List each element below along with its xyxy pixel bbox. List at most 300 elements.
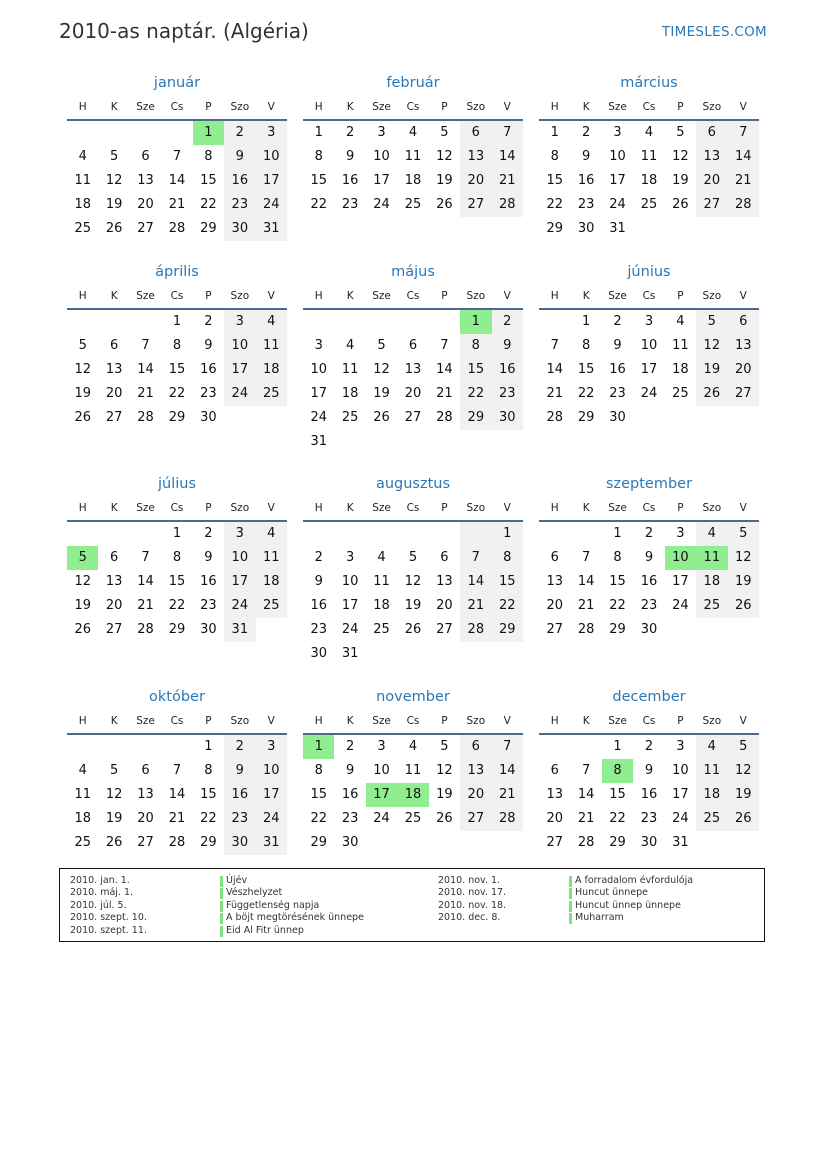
day-cell: 8 bbox=[460, 334, 491, 358]
day-cell: 23 bbox=[200, 386, 217, 401]
weekday-label: H bbox=[550, 715, 559, 727]
day-cell: 4 bbox=[256, 522, 287, 546]
day-cell: 16 bbox=[224, 169, 255, 193]
day-cell: 15 bbox=[168, 362, 186, 377]
day-cell: 25 bbox=[256, 594, 287, 618]
empty-cell bbox=[696, 217, 727, 241]
day-cell: 1 bbox=[303, 735, 334, 759]
weekday-label: P bbox=[441, 502, 448, 514]
weekday-label: Sze bbox=[136, 290, 155, 302]
day-cell: 25 bbox=[404, 811, 422, 826]
day-cell: 3 bbox=[676, 739, 685, 754]
day-cell: 23 bbox=[492, 382, 523, 406]
day-cell: 28 bbox=[137, 622, 154, 637]
day-cell: 28 bbox=[492, 807, 523, 831]
weekday-label: V bbox=[739, 502, 747, 514]
empty-cell bbox=[539, 735, 570, 759]
day-cell: 15 bbox=[609, 574, 626, 589]
day-cell: 29 bbox=[609, 835, 626, 850]
day-cell: 20 bbox=[404, 386, 422, 401]
day-grid bbox=[539, 310, 759, 430]
weekday-label: H bbox=[314, 502, 323, 514]
day-cell: 9 bbox=[224, 759, 255, 783]
day-grid bbox=[539, 735, 759, 855]
day-cell: 13 bbox=[460, 145, 491, 169]
day-cell: 2 bbox=[345, 739, 355, 754]
day-cell: 25 bbox=[74, 835, 91, 850]
day-cell: 22 bbox=[609, 811, 626, 826]
weekday-label: V bbox=[739, 290, 747, 302]
legend-holiday-name: Újév bbox=[220, 875, 364, 887]
day-cell: 4 bbox=[345, 338, 355, 353]
day-cell: 1 bbox=[172, 526, 182, 541]
day-cell: 24 bbox=[672, 811, 689, 826]
weekday-label: V bbox=[503, 502, 511, 514]
month-calendar bbox=[303, 71, 523, 217]
day-cell: 5 bbox=[676, 125, 685, 140]
day-cell: 1 bbox=[492, 522, 523, 546]
weekday-label: K bbox=[110, 502, 118, 514]
day-cell: 26 bbox=[696, 382, 727, 406]
day-cell: 9 bbox=[644, 763, 654, 778]
day-cell: 17 bbox=[366, 783, 397, 807]
day-cell: 22 bbox=[168, 386, 186, 401]
day-cell: 25 bbox=[696, 807, 727, 831]
day-cell: 7 bbox=[460, 546, 491, 570]
empty-cell bbox=[429, 642, 460, 666]
day-cell: 13 bbox=[105, 574, 123, 589]
weekday-label: Cs bbox=[642, 101, 656, 113]
day-cell: 22 bbox=[168, 598, 186, 613]
day-cell: 30 bbox=[224, 831, 255, 855]
day-cell: 28 bbox=[460, 618, 491, 642]
empty-cell bbox=[429, 310, 460, 334]
empty-cell bbox=[492, 831, 523, 855]
empty-cell bbox=[67, 735, 98, 759]
day-cell: 29 bbox=[577, 410, 595, 425]
empty-cell bbox=[98, 121, 129, 145]
weekday-header bbox=[67, 496, 287, 520]
weekday-label: P bbox=[677, 101, 684, 113]
weekday-label: Szo bbox=[702, 502, 722, 514]
month-name: december bbox=[612, 689, 686, 705]
day-cell: 20 bbox=[137, 811, 154, 826]
day-cell: 13 bbox=[137, 173, 154, 188]
day-cell: 24 bbox=[373, 811, 390, 826]
day-cell: 27 bbox=[546, 622, 563, 637]
day-cell: 26 bbox=[105, 835, 123, 850]
day-cell: 15 bbox=[609, 787, 626, 802]
day-cell: 10 bbox=[672, 763, 689, 778]
day-cell: 31 bbox=[256, 217, 287, 241]
day-cell: 23 bbox=[609, 386, 626, 401]
weekday-header bbox=[539, 284, 759, 308]
month-name: április bbox=[155, 264, 199, 280]
day-cell: 18 bbox=[74, 811, 91, 826]
day-cell: 29 bbox=[609, 622, 626, 637]
day-cell: 3 bbox=[644, 314, 654, 329]
day-cell: 21 bbox=[577, 811, 595, 826]
day-cell: 3 bbox=[613, 125, 622, 140]
weekday-label: H bbox=[314, 101, 323, 113]
day-cell: 19 bbox=[373, 386, 390, 401]
day-cell: 12 bbox=[436, 763, 453, 778]
day-cell: 28 bbox=[577, 622, 595, 637]
day-cell: 13 bbox=[436, 574, 453, 589]
empty-cell bbox=[696, 618, 727, 642]
day-cell: 10 bbox=[224, 546, 255, 570]
day-cell: 25 bbox=[672, 386, 689, 401]
weekday-label: V bbox=[503, 290, 511, 302]
weekday-label: Cs bbox=[170, 715, 184, 727]
day-cell: 5 bbox=[728, 735, 759, 759]
day-cell: 11 bbox=[404, 149, 422, 164]
weekday-label: H bbox=[78, 502, 87, 514]
day-cell: 11 bbox=[404, 763, 422, 778]
empty-cell bbox=[256, 618, 287, 642]
empty-cell bbox=[130, 735, 161, 759]
month-calendar bbox=[539, 260, 759, 430]
weekday-label: V bbox=[267, 715, 275, 727]
day-cell: 12 bbox=[373, 362, 390, 377]
day-cell: 18 bbox=[696, 570, 727, 594]
empty-cell bbox=[397, 430, 428, 454]
day-cell: 20 bbox=[696, 169, 727, 193]
day-cell: 8 bbox=[204, 149, 213, 164]
day-cell: 2 bbox=[613, 314, 622, 329]
day-cell: 8 bbox=[172, 550, 182, 565]
day-cell: 9 bbox=[224, 145, 255, 169]
day-cell: 27 bbox=[137, 221, 154, 236]
day-grid bbox=[303, 522, 523, 666]
empty-cell bbox=[728, 831, 759, 855]
day-cell: 8 bbox=[550, 149, 559, 164]
day-cell: 31 bbox=[672, 835, 689, 850]
day-cell: 17 bbox=[672, 574, 689, 589]
day-cell: 28 bbox=[577, 835, 595, 850]
day-cell: 3 bbox=[256, 121, 287, 145]
day-cell: 22 bbox=[310, 197, 327, 212]
day-cell: 7 bbox=[550, 338, 559, 353]
day-cell: 14 bbox=[137, 574, 154, 589]
weekday-label: Szo bbox=[230, 502, 250, 514]
day-cell: 9 bbox=[204, 338, 213, 353]
day-cell: 11 bbox=[696, 546, 727, 570]
month-name: január bbox=[153, 75, 201, 91]
legend-names-left bbox=[220, 875, 364, 937]
day-cell: 2 bbox=[204, 526, 213, 541]
day-cell: 22 bbox=[200, 197, 217, 212]
day-grid bbox=[539, 522, 759, 642]
empty-cell bbox=[633, 406, 664, 430]
weekday-label: P bbox=[677, 715, 684, 727]
day-cell: 2 bbox=[345, 125, 355, 140]
day-cell: 12 bbox=[74, 362, 91, 377]
day-cell: 24 bbox=[256, 807, 287, 831]
day-cell: 17 bbox=[256, 169, 287, 193]
day-cell: 27 bbox=[696, 193, 727, 217]
day-cell: 14 bbox=[492, 145, 523, 169]
day-cell: 23 bbox=[341, 811, 359, 826]
day-cell: 27 bbox=[105, 410, 123, 425]
weekday-label: K bbox=[346, 290, 354, 302]
day-cell: 1 bbox=[550, 125, 559, 140]
day-cell: 7 bbox=[141, 338, 150, 353]
weekday-label: K bbox=[346, 101, 354, 113]
month-name: augusztus bbox=[375, 476, 451, 492]
day-cell: 9 bbox=[492, 334, 523, 358]
day-grid bbox=[67, 310, 287, 430]
legend-date: 2010. dec. 8. bbox=[438, 912, 501, 924]
day-cell: 20 bbox=[436, 598, 453, 613]
day-cell: 16 bbox=[310, 598, 327, 613]
day-cell: 23 bbox=[200, 598, 217, 613]
day-cell: 25 bbox=[696, 594, 727, 618]
day-cell: 5 bbox=[440, 125, 449, 140]
empty-cell bbox=[397, 310, 428, 334]
legend-holiday-name: Függetlenség napja bbox=[220, 900, 364, 912]
day-cell: 30 bbox=[640, 622, 658, 637]
day-cell: 20 bbox=[105, 386, 123, 401]
day-cell: 10 bbox=[256, 759, 287, 783]
weekday-label: Sze bbox=[608, 502, 627, 514]
day-cell: 6 bbox=[460, 735, 491, 759]
day-cell: 6 bbox=[109, 338, 119, 353]
weekday-label: Szo bbox=[702, 101, 722, 113]
day-cell: 6 bbox=[728, 310, 759, 334]
day-cell: 1 bbox=[613, 526, 622, 541]
day-cell: 20 bbox=[546, 598, 563, 613]
day-cell: 21 bbox=[436, 386, 453, 401]
day-cell: 27 bbox=[460, 807, 491, 831]
empty-cell bbox=[334, 310, 365, 334]
day-cell: 25 bbox=[640, 197, 658, 212]
day-cell: 2 bbox=[644, 739, 654, 754]
weekday-label: K bbox=[110, 101, 118, 113]
empty-cell bbox=[161, 121, 192, 145]
month-name: június bbox=[627, 264, 671, 280]
weekday-label: Sze bbox=[372, 715, 391, 727]
day-grid bbox=[67, 522, 287, 642]
legend-holiday-name: Huncut ünnep ünnepe bbox=[569, 900, 693, 912]
legend-holiday-name: Eid Al Fitr ünnep bbox=[220, 925, 364, 937]
day-cell: 19 bbox=[105, 197, 123, 212]
day-cell: 8 bbox=[314, 149, 323, 164]
empty-cell bbox=[303, 522, 334, 546]
day-cell: 11 bbox=[74, 173, 91, 188]
day-cell: 27 bbox=[137, 835, 154, 850]
weekday-header bbox=[67, 709, 287, 733]
day-cell: 19 bbox=[436, 173, 453, 188]
day-cell: 21 bbox=[460, 594, 491, 618]
day-cell: 26 bbox=[436, 197, 453, 212]
day-cell: 26 bbox=[373, 410, 390, 425]
legend-holiday-name: Huncut ünnepe bbox=[569, 887, 693, 899]
day-cell: 10 bbox=[256, 145, 287, 169]
day-cell: 6 bbox=[696, 121, 727, 145]
day-cell: 4 bbox=[377, 550, 386, 565]
weekday-header bbox=[539, 95, 759, 119]
empty-cell bbox=[67, 121, 98, 145]
weekday-label: V bbox=[503, 101, 511, 113]
day-cell: 16 bbox=[609, 362, 626, 377]
day-cell: 8 bbox=[613, 550, 622, 565]
empty-cell bbox=[539, 310, 570, 334]
day-cell: 2 bbox=[224, 121, 255, 145]
day-cell: 2 bbox=[204, 314, 213, 329]
day-cell: 2 bbox=[581, 125, 591, 140]
day-cell: 5 bbox=[377, 338, 386, 353]
day-cell: 18 bbox=[672, 362, 689, 377]
day-cell: 30 bbox=[310, 646, 327, 661]
day-cell: 14 bbox=[577, 574, 595, 589]
weekday-label: Szo bbox=[466, 715, 486, 727]
day-cell: 20 bbox=[137, 197, 154, 212]
day-cell: 25 bbox=[373, 622, 390, 637]
weekday-header bbox=[303, 284, 523, 308]
weekday-label: Sze bbox=[136, 502, 155, 514]
weekday-label: Sze bbox=[608, 101, 627, 113]
month-name: július bbox=[157, 476, 197, 492]
month-calendar bbox=[303, 472, 523, 666]
day-cell: 23 bbox=[310, 622, 327, 637]
day-cell: 14 bbox=[436, 362, 453, 377]
empty-cell bbox=[665, 406, 696, 430]
weekday-label: V bbox=[503, 715, 511, 727]
brand-link[interactable]: TIMESLES.COM bbox=[661, 24, 767, 40]
day-cell: 5 bbox=[696, 310, 727, 334]
weekday-label: K bbox=[110, 715, 118, 727]
weekday-label: Cs bbox=[642, 290, 656, 302]
day-cell: 19 bbox=[728, 783, 759, 807]
holiday-legend bbox=[59, 868, 765, 942]
month-name: november bbox=[376, 689, 450, 705]
weekday-label: Cs bbox=[170, 101, 184, 113]
day-cell: 20 bbox=[728, 358, 759, 382]
day-cell: 18 bbox=[256, 358, 287, 382]
day-cell: 5 bbox=[109, 763, 119, 778]
day-cell: 9 bbox=[613, 338, 622, 353]
day-cell: 24 bbox=[640, 386, 658, 401]
day-cell: 24 bbox=[341, 622, 359, 637]
weekday-label: Sze bbox=[372, 502, 391, 514]
day-cell: 11 bbox=[74, 787, 91, 802]
day-cell: 21 bbox=[137, 386, 154, 401]
day-cell: 17 bbox=[224, 570, 255, 594]
day-cell: 12 bbox=[105, 787, 123, 802]
day-cell: 26 bbox=[74, 622, 91, 637]
day-grid bbox=[303, 310, 523, 454]
day-cell: 25 bbox=[404, 197, 422, 212]
day-cell: 26 bbox=[74, 410, 91, 425]
day-cell: 26 bbox=[728, 594, 759, 618]
weekday-label: K bbox=[582, 715, 590, 727]
empty-cell bbox=[570, 522, 601, 546]
empty-cell bbox=[130, 121, 161, 145]
day-cell: 26 bbox=[436, 811, 453, 826]
day-cell: 18 bbox=[341, 386, 359, 401]
day-cell: 14 bbox=[546, 362, 563, 377]
weekday-label: P bbox=[205, 715, 212, 727]
day-cell: 30 bbox=[577, 221, 595, 236]
day-grid bbox=[303, 121, 523, 217]
day-cell: 28 bbox=[137, 410, 154, 425]
day-cell: 3 bbox=[224, 522, 255, 546]
day-cell: 17 bbox=[373, 173, 390, 188]
empty-cell bbox=[224, 406, 255, 430]
day-cell: 28 bbox=[436, 410, 453, 425]
legend-holiday-name: A forradalom évfordulója bbox=[569, 875, 693, 887]
weekday-header bbox=[303, 496, 523, 520]
empty-cell bbox=[665, 217, 696, 241]
day-cell: 7 bbox=[440, 338, 449, 353]
day-cell: 1 bbox=[172, 314, 182, 329]
day-cell: 1 bbox=[193, 121, 224, 145]
day-cell: 11 bbox=[341, 362, 359, 377]
day-cell: 22 bbox=[492, 594, 523, 618]
day-cell: 12 bbox=[728, 759, 759, 783]
legend-names-right bbox=[569, 875, 693, 925]
day-cell: 9 bbox=[314, 574, 323, 589]
empty-cell bbox=[256, 406, 287, 430]
day-cell: 11 bbox=[696, 759, 727, 783]
day-cell: 26 bbox=[404, 622, 422, 637]
day-cell: 29 bbox=[200, 835, 217, 850]
weekday-label: H bbox=[78, 715, 87, 727]
legend-date: 2010. nov. 17. bbox=[438, 887, 507, 899]
weekday-label: Cs bbox=[406, 502, 420, 514]
empty-cell bbox=[728, 618, 759, 642]
day-cell: 5 bbox=[109, 149, 119, 164]
month-calendar bbox=[539, 472, 759, 642]
weekday-label: Szo bbox=[466, 101, 486, 113]
day-cell: 6 bbox=[550, 763, 559, 778]
day-cell: 26 bbox=[105, 221, 123, 236]
day-cell: 18 bbox=[256, 570, 287, 594]
weekday-label: Sze bbox=[136, 101, 155, 113]
day-cell: 21 bbox=[492, 783, 523, 807]
day-cell: 23 bbox=[224, 807, 255, 831]
day-cell: 4 bbox=[696, 735, 727, 759]
day-cell: 6 bbox=[550, 550, 559, 565]
day-cell: 28 bbox=[168, 221, 186, 236]
day-cell: 17 bbox=[672, 787, 689, 802]
day-cell: 15 bbox=[577, 362, 595, 377]
day-cell: 19 bbox=[404, 598, 422, 613]
day-cell: 7 bbox=[492, 735, 523, 759]
empty-cell bbox=[696, 406, 727, 430]
day-cell: 3 bbox=[345, 550, 355, 565]
empty-cell bbox=[633, 217, 664, 241]
day-cell: 26 bbox=[728, 807, 759, 831]
day-cell: 20 bbox=[460, 783, 491, 807]
day-cell: 17 bbox=[310, 386, 327, 401]
day-cell: 13 bbox=[546, 574, 563, 589]
day-cell: 4 bbox=[408, 125, 418, 140]
day-cell: 12 bbox=[404, 574, 422, 589]
day-cell: 23 bbox=[224, 193, 255, 217]
day-cell: 17 bbox=[256, 783, 287, 807]
day-cell: 2 bbox=[492, 310, 523, 334]
day-cell: 28 bbox=[492, 193, 523, 217]
weekday-label: Cs bbox=[406, 715, 420, 727]
weekday-label: H bbox=[314, 715, 323, 727]
day-cell: 19 bbox=[728, 570, 759, 594]
weekday-header bbox=[303, 709, 523, 733]
day-cell: 27 bbox=[546, 835, 563, 850]
day-cell: 29 bbox=[310, 835, 327, 850]
empty-cell bbox=[696, 831, 727, 855]
